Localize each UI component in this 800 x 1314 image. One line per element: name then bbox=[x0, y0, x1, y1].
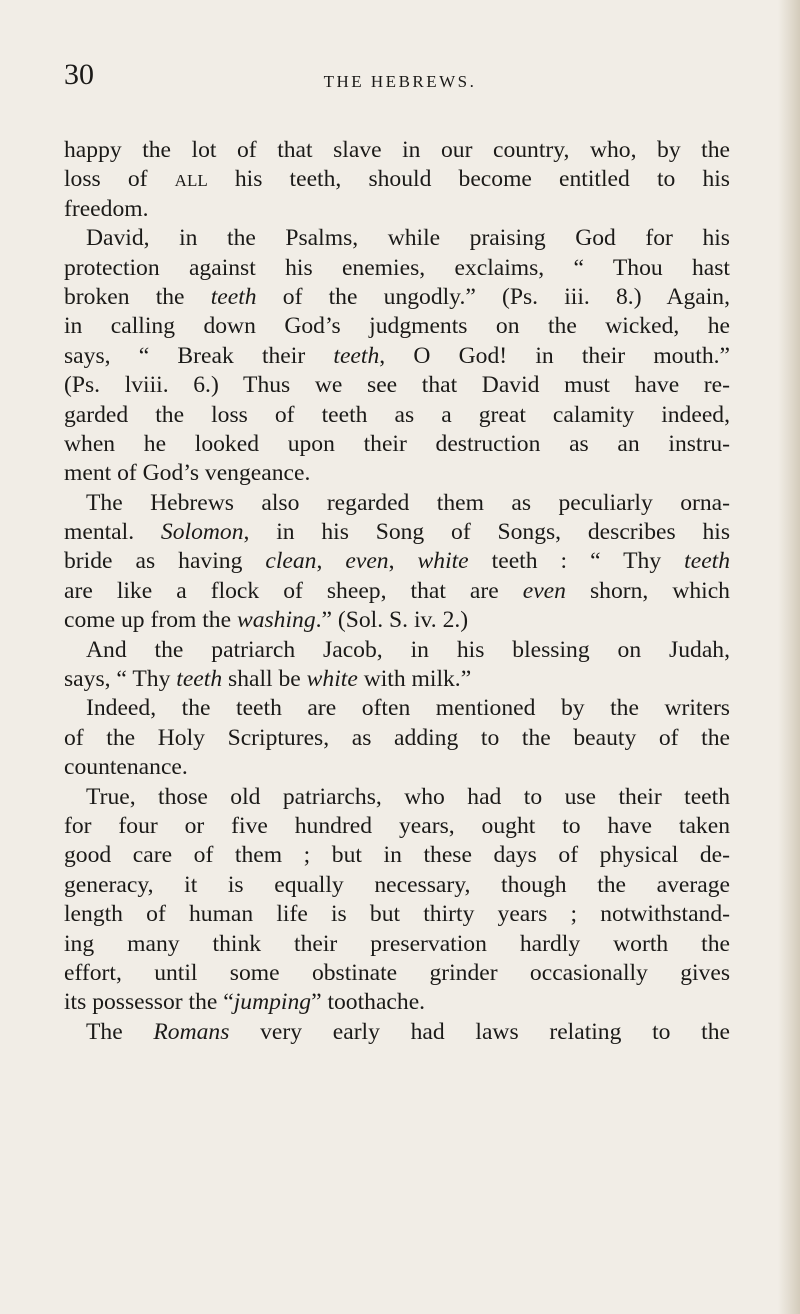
text-span: in calling down God’s judgments on the wicked, he bbox=[64, 313, 730, 340]
text-span: , in his Song of Songs, describes his bbox=[243, 519, 730, 546]
text-line bbox=[64, 165, 730, 194]
text-line bbox=[64, 930, 730, 959]
text-span: teeth : “ Thy bbox=[468, 548, 685, 575]
text-span: mental. bbox=[64, 519, 161, 546]
text-span: very early had laws relating to the bbox=[229, 1018, 730, 1045]
text-span: True, those old patriarchs, who had to use their teeth bbox=[86, 783, 730, 810]
text-line bbox=[64, 283, 730, 312]
text-span: shorn, which bbox=[565, 577, 730, 604]
text-span: of the Holy Scriptures, as adding to the beauty of the bbox=[64, 724, 730, 751]
text-line bbox=[64, 254, 730, 283]
text-span: good care of them ; but in these days of physical de- bbox=[64, 842, 730, 869]
text-line bbox=[64, 1018, 730, 1047]
text-line bbox=[64, 518, 730, 547]
italic-span: teeth bbox=[684, 548, 730, 575]
text-line bbox=[64, 665, 730, 694]
body-text bbox=[64, 136, 730, 1047]
italic-span: jumping bbox=[233, 989, 312, 1016]
text-line bbox=[64, 636, 730, 665]
text-span: loss of bbox=[64, 166, 175, 193]
text-span: garded the loss of teeth as a great calamity indeed, bbox=[64, 401, 730, 428]
text-span: says, “ Thy bbox=[64, 666, 177, 693]
italic-span: teeth bbox=[210, 283, 257, 310]
text-line bbox=[64, 871, 730, 900]
text-span: with milk.” bbox=[357, 666, 472, 693]
text-span: David, in the Psalms, while praising God for his bbox=[86, 225, 730, 252]
text-span: bride as having bbox=[64, 548, 266, 575]
text-span: his teeth, should become entitled to his bbox=[207, 166, 730, 193]
text-span: shall be bbox=[222, 666, 307, 693]
text-line bbox=[64, 401, 730, 430]
text-line bbox=[64, 577, 730, 606]
text-span: happy the lot of that slave in our country, who, by the bbox=[64, 137, 730, 163]
text-line bbox=[64, 136, 730, 165]
text-span: freedom. bbox=[64, 195, 149, 222]
text-line bbox=[64, 900, 730, 929]
text-span: are like a flock of sheep, that are bbox=[64, 577, 523, 604]
text-span: its possessor the “ bbox=[64, 989, 234, 1016]
text-line bbox=[64, 606, 730, 635]
text-line bbox=[64, 224, 730, 253]
italic-span: white bbox=[417, 548, 469, 575]
italic-span: even bbox=[522, 577, 566, 604]
italic-span: teeth bbox=[333, 342, 380, 369]
text-span: The bbox=[86, 1018, 154, 1045]
text-span: .” (Sol. S. iv. 2.) bbox=[315, 607, 469, 634]
text-line bbox=[64, 694, 730, 723]
text-span: protection against his enemies, exclaims, “ Thou hast bbox=[64, 254, 730, 281]
italic-span: Solomon bbox=[160, 519, 244, 546]
text-span: , bbox=[388, 548, 418, 575]
text-span: countenance. bbox=[64, 754, 188, 781]
italic-span: teeth bbox=[176, 666, 223, 693]
text-span: of the ungodly.” (Ps. iii. 8.) Again, bbox=[256, 283, 730, 310]
text-span: for four or five hundred years, ought to have taken bbox=[64, 812, 730, 839]
text-line bbox=[64, 489, 730, 518]
page-edge-shadow bbox=[778, 0, 800, 1314]
text-line bbox=[64, 988, 730, 1017]
text-span: Indeed, the teeth are often mentioned by the writers bbox=[86, 695, 730, 722]
small-caps-span: all bbox=[174, 166, 208, 193]
text-line bbox=[64, 724, 730, 753]
text-line bbox=[64, 195, 730, 224]
text-span: , bbox=[316, 548, 346, 575]
text-span: effort, until some obstinate grinder occasionally gives bbox=[64, 959, 730, 986]
italic-span: clean bbox=[265, 548, 317, 575]
running-head: THE HEBREWS. bbox=[323, 72, 477, 91]
text-line bbox=[64, 753, 730, 782]
text-span: (Ps. lviii. 6.) Thus we see that David must have re- bbox=[64, 372, 730, 399]
text-span: says, “ Break their bbox=[64, 342, 334, 369]
italic-span: Romans bbox=[153, 1018, 230, 1045]
text-span: , O God! in their mouth.” bbox=[379, 342, 730, 369]
text-span: ” toothache. bbox=[311, 989, 426, 1016]
text-line bbox=[64, 342, 730, 371]
text-span: generacy, it is equally necessary, though the average bbox=[64, 871, 730, 898]
text-line bbox=[64, 841, 730, 870]
text-span: come up from the bbox=[64, 607, 237, 634]
text-line bbox=[64, 312, 730, 341]
italic-span: even bbox=[345, 548, 389, 575]
text-span: length of human life is but thirty years ; notwithstand- bbox=[64, 901, 730, 928]
italic-span: white bbox=[306, 666, 358, 693]
text-span: The Hebrews also regarded them as peculiarly orna- bbox=[86, 489, 730, 516]
italic-span: washing bbox=[236, 607, 316, 634]
text-line bbox=[64, 371, 730, 400]
text-line bbox=[64, 783, 730, 812]
text-line bbox=[64, 547, 730, 576]
page-number: 30 bbox=[64, 58, 94, 91]
text-span: ing many think their preservation hardly worth the bbox=[64, 930, 730, 957]
text-line bbox=[64, 459, 730, 488]
text-line bbox=[64, 812, 730, 841]
text-span: broken the bbox=[64, 283, 211, 310]
text-line bbox=[64, 430, 730, 459]
text-span: And the patriarch Jacob, in his blessing on Judah, bbox=[86, 636, 730, 663]
text-span: when he looked upon their destruction as an instru- bbox=[64, 430, 730, 457]
text-span: ment of God’s vengeance. bbox=[64, 460, 311, 487]
text-line bbox=[64, 959, 730, 988]
